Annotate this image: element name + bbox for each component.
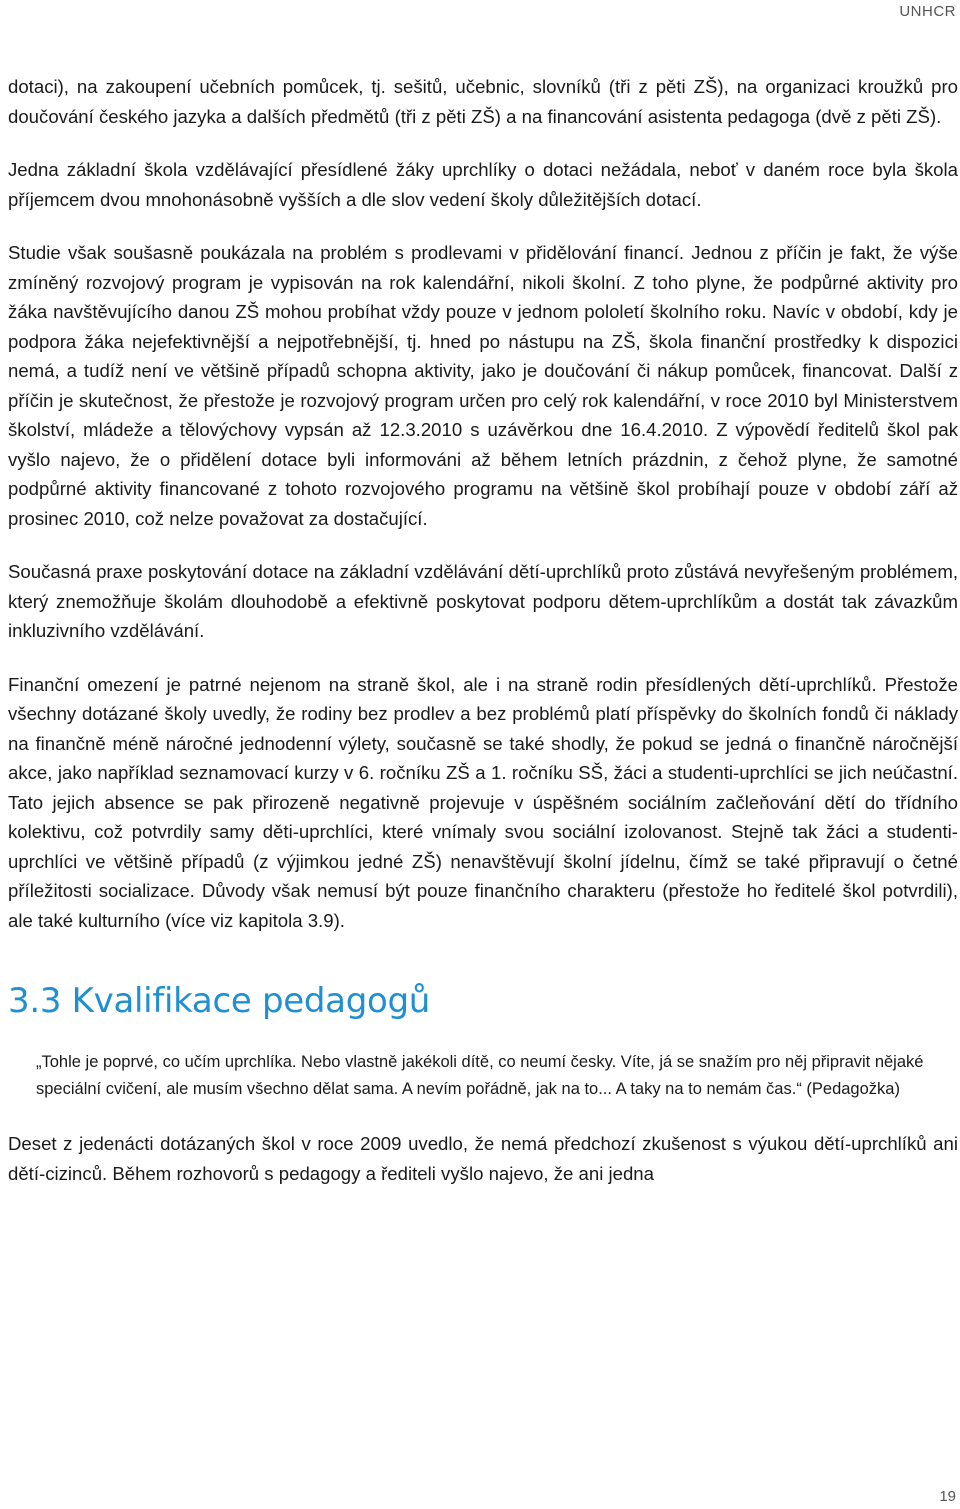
section-heading: 3.3 Kvalifikace pedagogů	[8, 981, 431, 1021]
paragraph-2: Jedna základní škola vzdělávající přesídlené žáky uprchlíky o dotaci nežádala, neboť v daném roce byla škola příjemcem dvou mnohonásobně vyšších a dle slov vedení školy důležitějších dotací.	[8, 159, 958, 210]
paragraph-1: dotaci), na zakoupení učebních pomůcek, tj. sešitů, učebnic, slovníků (tři z pěti ZŠ), na organizaci kroužků pro doučování českého jazyka a dalších předmětů (tři z pěti ZŠ) a na financování asistenta pedagoga (dvě z pěti ZŠ).	[8, 76, 958, 127]
teacher-quote: „Tohle je poprvé, co učím uprchlíka. Nebo vlastně jakékoli dítě, co neumí česky. Víte, já se snažím pro něj připravit nějaké speciální cvičení, ale musím všechno dělat sama. A nevím pořádně, jak na to... A taky na to nemám čas.“ (Pedagožka)	[36, 1053, 924, 1098]
page-number: 19	[939, 1488, 956, 1505]
paragraph-3: Studie však soušasně poukázala na problém s prodlevami v přidělování financí. Jednou z příčin je fakt, že výše zmíněný rozvojový program je vypisován na rok kalendářní, nikoli školní. Z toho plyne, že podpůrné aktivity pro žáka navštěvujícího danou ZŠ mohou probíhat vždy pouze v jednom pololetí školního roku. Navíc v období, kdy je podpora žáka nejefektivnější a nejpotřebnější, tj. hned po nástupu na ZŠ, škola finanční prostředky k dispozici nemá, a tudíž není ve většině případů schopna aktivity, jako je doučování či nákup pomůcek, financovat. Další z příčin je skutečnost, že přestože je rozvojový program určen pro celý rok kalendářní, v roce 2010 byl Ministerstvem školství, mládeže a tělovýchovy vypsán až 12.3.2010 s uzávěrkou dne 16.4.2010. Z výpovědí ředitelů škol pak vyšlo najevo, že o přidělení dotace byli informováni až během letních prázdnin, z čehož plyne, že samotné podpůrné aktivity financované z tohoto rozvojového programu na většině škol probíhají pouze v období září až prosinec 2010, což nelze považovat za dostačující.	[8, 242, 958, 529]
header-brand: UNHCR	[899, 3, 956, 20]
paragraph-5: Finanční omezení je patrné nejenom na straně škol, ale i na straně rodin přesídlených dětí-uprchlíků. Přestože všechny dotázané školy uvedly, že rodiny bez prodlev a bez problémů platí příspěvky do školních fondů či náklady na finančně méně náročné jednodenní výlety, současně se také shodly, že pokud se jedná o finančně náročnější akce, jako například seznamovací kurzy v 6. ročníku ZŠ a 1. ročníku SŠ, žáci a studenti-uprchlíci se jich neúčastní. Tato jejich absence se pak přirozeně negativně projevuje v úspěšném sociálním začleňování dětí do třídního kolektivu, což potvrdily samy děti-uprchlíci, které vnímaly svou sociální izolovanost. Stejně tak žáci a studenti-uprchlíci ve většině případů (z výjimkou jedné ZŠ) nenavštěvují školní jídelnu, čímž se také připravují o četné příležitosti socializace. Důvody však nemusí být pouze finančního charakteru (přestože ho ředitelé škol potvrdili), ale také kulturního (více viz kapitola 3.9).	[8, 673, 958, 931]
closing-paragraph: Deset z jedenácti dotázaných škol v roce 2009 uvedlo, že nemá předchozí zkušenost s výukou dětí-uprchlíků ani dětí-cizinců. Během rozhovorů s pedagogy a řediteli vyšlo najevo, že ani jedna	[8, 1133, 958, 1184]
document-body	[8, 72, 958, 1212]
paragraph-4: Současná praxe poskytování dotace na základní vzdělávání dětí-uprchlíků proto zůstává nevyřešeným problémem, který znemožňuje školám dlouhodobě a efektivně poskytovat podporu dětem-uprchlíkům a dostát tak závazkům inkluzivního vzdělávání.	[8, 561, 958, 641]
